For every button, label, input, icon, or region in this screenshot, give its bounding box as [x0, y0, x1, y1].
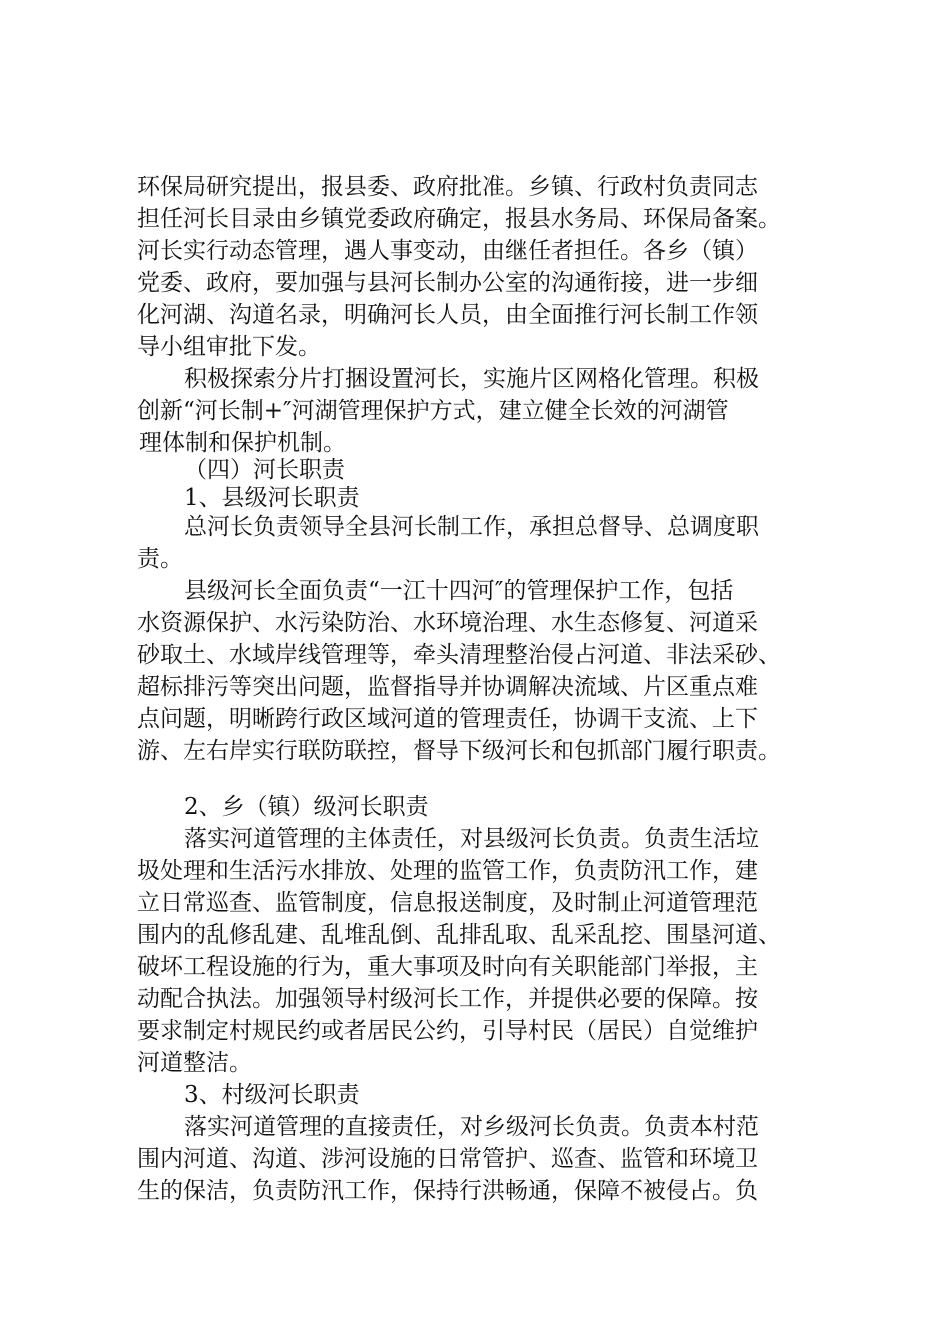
text-line: 责。: [137, 546, 183, 572]
text-line: 立日常巡查、监管制度，信息报送制度，及时制止河道管理范: [137, 890, 758, 916]
text-line: 游、左右岸实行联防联控，督导下级河长和包抓部门履行职责。: [137, 738, 781, 764]
paragraph-first-line: 总河长负责领导全县河长制工作，承担总督导、总调度职: [184, 514, 759, 540]
section-heading: （四）河长职责: [184, 457, 345, 483]
text-line: 环保局研究提出，报县委、政府批准。乡镇、行政村负责同志: [137, 174, 758, 200]
paragraph-first-line: 落实河道管理的主体责任，对县级河长负责。负责生活垃: [184, 826, 759, 852]
paragraph-first-line: 积极探索分片打捆设置河长，实施片区网格化管理。积极: [184, 366, 759, 392]
text-line: 创新“河长制+″河湖管理保护方式，建立健全长效的河湖管: [137, 398, 729, 424]
subsection-heading: 1、县级河长职责: [184, 485, 360, 511]
text-line: 河道整洁。: [137, 1050, 252, 1076]
paragraph-first-line: 县级河长全面负责“一江十四河″的管理保护工作，包括: [184, 578, 734, 604]
text-line: 理体制和保护机制。: [139, 430, 346, 456]
paragraph-first-line: 落实河道管理的直接责任，对乡级河长负责。负责本村范: [184, 1114, 759, 1140]
text-line: 党委、政府，要加强与县河长制办公室的沟通衔接，进一步细: [137, 270, 758, 296]
text-line: 导小组审批下发。: [137, 334, 321, 360]
text-line: 动配合执法。加强领导村级河长工作，并提供必要的保障。按: [137, 986, 758, 1012]
text-line: 担任河长目录由乡镇党委政府确定，报县水务局、环保局备案。: [137, 206, 781, 232]
text-line: 要求制定村规民约或者居民公约，引导村民（居民）自觉维护: [137, 1018, 758, 1044]
text-line: 圾处理和生活污水排放、处理的监管工作，负责防汛工作，建: [137, 858, 758, 884]
text-line: 破坏工程设施的行为，重大事项及时向有关职能部门举报，主: [137, 954, 758, 980]
text-line: 化河湖、沟道名录，明确河长人员，由全面推行河长制工作领: [137, 302, 758, 328]
text-line: 河长实行动态管理，遇人事变动，由继任者担任。各乡（镇）: [137, 238, 758, 264]
subsection-heading: 3、村级河长职责: [184, 1082, 360, 1108]
text-line: 水资源保护、水污染防治、水环境治理、水生态修复、河道采: [137, 610, 758, 636]
text-line: 围内的乱修乱建、乱堆乱倒、乱排乱取、乱采乱挖、围垦河道、: [137, 922, 781, 948]
text-line: 超标排污等突出问题，监督指导并协调解决流域、片区重点难: [137, 674, 758, 700]
subsection-heading: 2、乡（镇）级河长职责: [184, 794, 429, 820]
text-line: 围内河道、沟道、涉河设施的日常管护、巡查、监管和环境卫: [137, 1146, 758, 1172]
text-line: 生的保洁，负责防汛工作，保持行洪畅通，保障不被侵占。负: [137, 1178, 758, 1204]
text-line: 砂取土、水域岸线管理等，牵头清理整治侵占河道、非法采砂、: [137, 642, 781, 668]
text-line: 点问题，明晰跨行政区域河道的管理责任，协调干支流、上下: [137, 706, 758, 732]
